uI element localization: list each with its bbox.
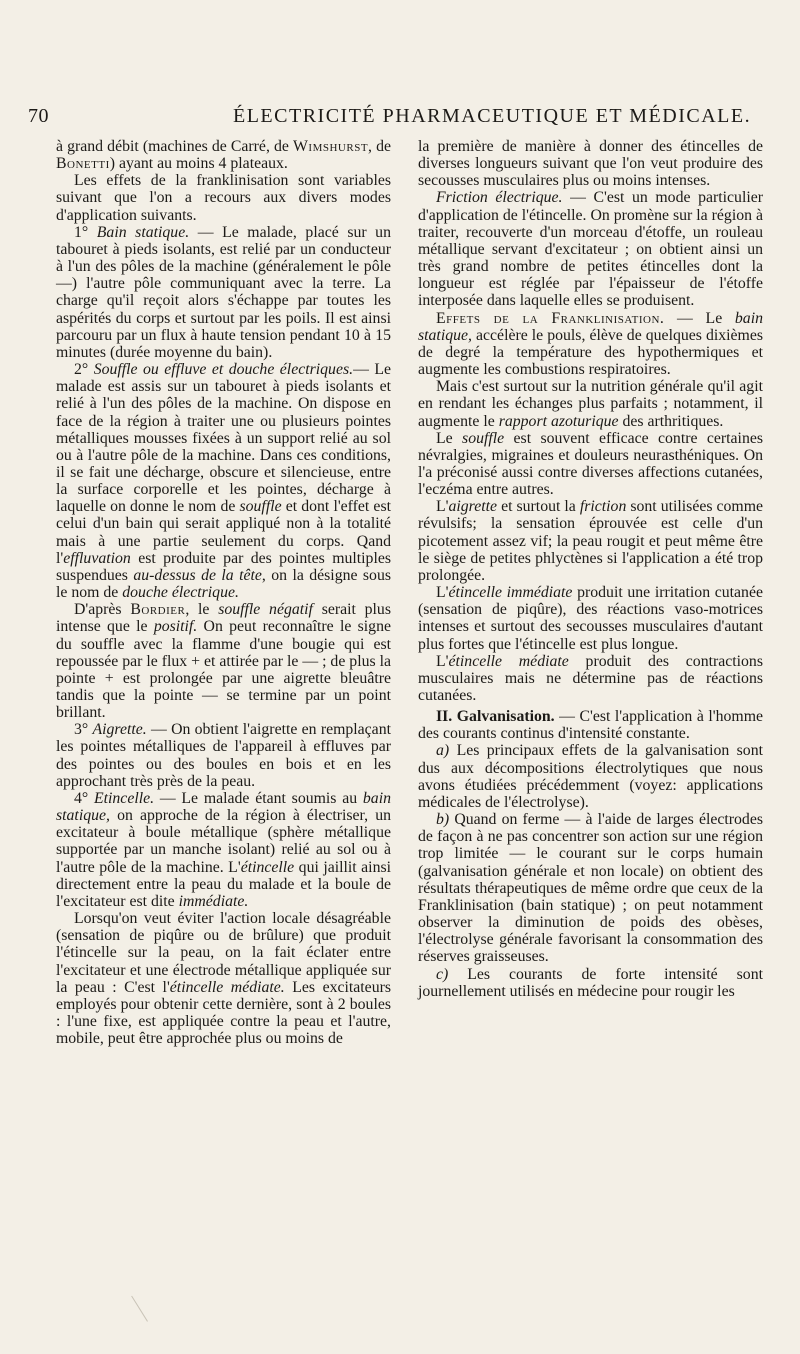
paragraph (418, 742, 763, 811)
text: qui jaillit ainsi directement entre la peau du malade et la boule de l'excitateur est dite (56, 858, 392, 910)
italic-term: souffle négatif (218, 601, 313, 619)
author-name: Bonetti (56, 155, 110, 173)
item-number: 3° (74, 721, 93, 739)
paragraph (418, 378, 763, 429)
item-number: 2° (74, 361, 94, 379)
text: — C'est l'application à l'homme des courants continus d'intensité constante. (418, 708, 763, 743)
item-title: Etincelle. (93, 789, 155, 807)
paragraph (418, 653, 763, 704)
italic-term: positif. (153, 618, 198, 636)
text: L' (436, 584, 449, 602)
text: On peut reconnaître le signe du souffle avec la flamme d'une bougie qui est repoussée par le flux + et attirée par le — ; de plus la pointe + est prolongée par une aigrette bleuâtre tandis que la pointe — se termine par un point brillant. (56, 618, 391, 722)
author-name: Wimshurst (293, 138, 369, 155)
text: , on la désigne sous le nom de (56, 566, 391, 602)
text: et surtout la (497, 498, 580, 516)
text: , le (185, 601, 219, 619)
text: ) ayant au moins 4 plateaux. (109, 155, 288, 173)
text: accélère le pouls, élève de quelques dixièmes de degré la température des hypothermiques et augmente les combustions respiratoires. (418, 326, 763, 379)
right-column (418, 138, 763, 1000)
text: — On obtient l'aigrette en remplaçant les pointes métalliques de l'appareil à effluves par des pointes ou des boules en bois et en les approchant très près de la peau. (56, 721, 391, 790)
italic-term: au-dessus de la tête (133, 566, 262, 584)
italic-term: douche électrique. (122, 584, 239, 602)
paragraph (418, 966, 763, 1000)
paragraph: Les effets de la franklinisation sont variables suivant que l'on a recours aux divers modes d'application suivants. (56, 172, 391, 224)
paragraph (56, 361, 391, 601)
text: L' (436, 652, 449, 670)
item-title: Bain statique. (96, 223, 190, 241)
text: Les principaux effets de la galvanisation sont dus aux décompositions électrolytiques que nous avons étudiées précédemment (voyez: applications médicales de l'électrolyse). (418, 742, 763, 811)
italic-term: rapport azoturique (498, 412, 619, 430)
italic-term: souffle (462, 429, 505, 447)
text: et dont l'effet est celui d'un bain qui serait appliqué non à la totalité mais à une partie seulement du corps. Qand l' (56, 498, 391, 567)
italic-term: bain statique, (418, 309, 763, 344)
italic-term: bain statique, (56, 789, 391, 825)
item-title: Friction électrique. (436, 189, 563, 207)
italic-term: friction (579, 498, 627, 516)
item-title: Souffle ou effluve et douche électriques. (93, 361, 354, 379)
paragraph (56, 224, 391, 361)
paper-scratch-mark (131, 1288, 160, 1321)
page-header (28, 104, 774, 128)
text: est produite par des pointes multiples suspendues (56, 549, 391, 584)
text: Les excitateurs employés pour obtenir cette dernière, sont à 2 boules : l'une fixe, est appliquée contre la peau et l'autre, mobile, peut être approchée plus ou moins de (56, 978, 392, 1048)
paragraph (418, 430, 763, 499)
paragraph (56, 138, 391, 172)
paragraph (418, 584, 763, 653)
italic-term: étincelle immédiate (448, 584, 573, 602)
text: Lorsqu'on veut éviter l'action locale désagréable (sensation de piqûre ou de brûlure) que produit l'étincelle sur la peau, on la fait éclater entre l'excitateur et une électrode métallique appliquée sur la peau : C'est l' (56, 910, 391, 996)
paragraph (418, 708, 763, 742)
left-column (56, 138, 391, 1047)
italic-term: souffle (239, 498, 282, 516)
text: L' (436, 498, 449, 516)
text: à grand débit (machines de Carré, de (56, 138, 293, 155)
item-number: 4° (74, 789, 94, 807)
italic-term: aigrette (448, 498, 498, 516)
text: est souvent efficace contre certaines névralgies, migraines et douleurs neurasthéniques. On l'a préconisé aussi contre diverses affections cutanées, l'eczéma entre autres. (418, 429, 763, 499)
text: — Le (664, 309, 735, 327)
italic-term: effluvation (63, 549, 131, 567)
paragraph (56, 721, 391, 790)
paragraph (418, 189, 763, 309)
section-heading: Effets de la Franklinisation. (436, 309, 665, 327)
section-heading: II. Galvanisation. (436, 708, 555, 726)
text: — Le malade, placé sur un tabouret à pieds isolants, est relié par un conducteur à l'un des pôles de la machine (généralement le pôle —) l'autre pôle communiquant avec la terre. La charge qu'il reçoit alors s'échappe par toutes les aspérités du corps et surtout par les poils. Il est ainsi parcouru par un flux à haute tension pendant 10 à 15 minutes (durée moyenne du bain). (56, 223, 391, 361)
page-number: 70 (28, 105, 49, 127)
paragraph: la première de manière à donner des étincelles de diverses longueurs suivant que l'on veut produire des secousses musculaires plus ou moins intenses. (418, 138, 763, 190)
text: produit une irritation cutanée (sensation de piqûre), des réactions vaso-motrices intenses et surtout des secousses musculaires d'autant plus fortes que l'étincelle est plus longue. (418, 584, 763, 653)
paragraph (418, 811, 763, 965)
item-label: b) (436, 811, 450, 829)
item-label: a) (436, 742, 450, 760)
text: serait plus intense que le (56, 601, 391, 636)
paragraph (418, 498, 763, 584)
author-name: Bordier (130, 601, 186, 619)
text: — Le malade étant soumis au (154, 789, 363, 807)
text: — Le malade est assis sur un tabouret à pieds isolants et relié à l'un des pôles de la machine. On dispose en face de la région à traiter une ou plusieurs pointes métalliques mousses fixées à un support relié au sol ou à l'autre pôle de la machine. Dans ces conditions, il se fait une décharge, obscure et silencieuse, entre la surface corporelle et les pointes, décharge à laquelle on donne le nom de (56, 361, 391, 516)
item-number: 1° (74, 223, 97, 241)
text: des arthritiques. (618, 412, 724, 430)
text: sont utilisées comme révulsifs; la sensation éprouvée est celle d'un picotement assez vif; la peau rougit et peut même être le siège de petites phlyctènes si l'application a été trop prolongée. (418, 498, 764, 584)
text: Mais c'est surtout sur la nutrition générale qu'il agit en rendant les échanges plus parfaits ; notamment, il augmente le (418, 378, 763, 430)
text: Les courants de forte intensité sont journellement utilisés en médecine pour rougir les (418, 965, 763, 1000)
text: on approche de la région à électriser, un excitateur à boule métallique (sphère métallique supportée par un manche isolant) relié au sol ou à l'autre pôle de la machine. L' (56, 807, 391, 876)
item-label: c) (436, 965, 449, 983)
text: Quand on ferme — à l'aide de larges électrodes de façon à ne pas concentrer son action sur une région trop limitée — le courant sur le corps humain (galvanisation générale et non locale) on obtient des résultats thérapeutiques de même ordre que ceux de la Franklinisation (bain statique) ; on peut notamment observer la diminution de poids des obèses, l'électrolyse générale favorisant la consommation des réserves graisseuses. (418, 811, 763, 966)
text: , de (368, 138, 391, 155)
italic-term: étincelle médiate (448, 652, 569, 670)
paragraph (56, 790, 391, 910)
running-title: ÉLECTRICITÉ PHARMACEUTIQUE ET MÉDICALE. (233, 105, 752, 127)
italic-term: étincelle (240, 858, 295, 876)
text: produit des contractions musculaires mais ne détermine pas de réactions cutanées. (418, 652, 763, 704)
item-title: Aigrette. (92, 721, 147, 739)
text: Le (436, 429, 463, 447)
italic-term: immédiate. (178, 892, 249, 910)
paragraph (418, 310, 763, 379)
paragraph (56, 601, 391, 721)
text: — C'est un mode particulier d'application de l'étincelle. On promène sur la région à traiter, recouverte d'un morceau d'étoffe, un rouleau métallique servant d'excitateur ; on obtient ainsi un très grand nombre de petites étincelles dont la longueur est réglée par l'épaisseur de l'étoffe interposée dans laquelle elles se produisent. (418, 189, 764, 310)
paragraph (56, 910, 391, 1047)
italic-term: étincelle médiate. (169, 978, 285, 996)
text: D'après (74, 601, 131, 619)
